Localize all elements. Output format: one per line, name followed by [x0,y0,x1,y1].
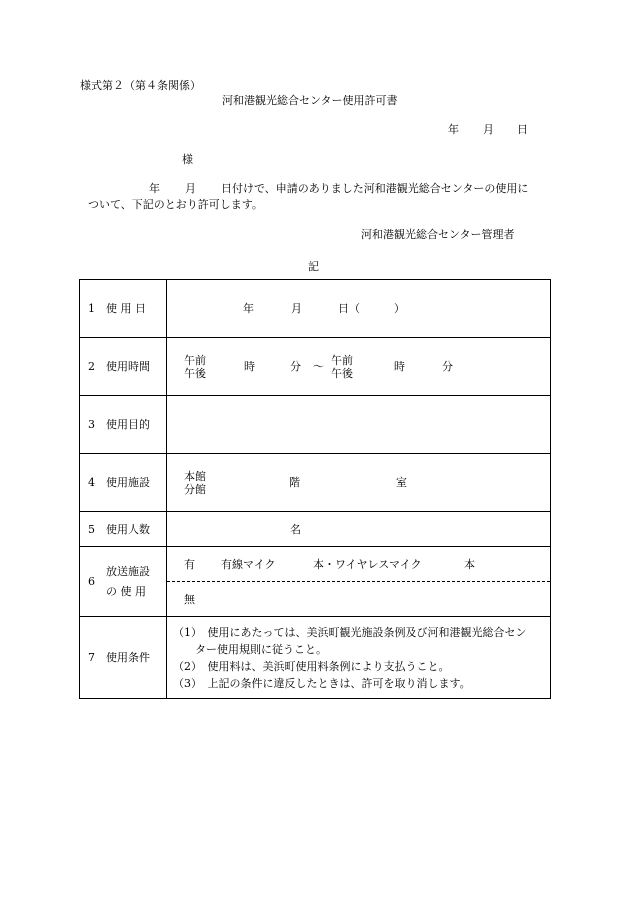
value-cell [167,396,551,454]
people-unit: 名 [290,523,301,536]
row-people [80,512,551,547]
broadcast-label-line2: の 使 用 [106,585,146,598]
start-ampm [184,354,206,380]
label-cell [80,396,167,454]
row-use-date [80,280,551,338]
condition-line: （2） 使用料は、美浜町使用料条例により支払うこと。 [173,660,450,673]
label-cell [80,617,167,699]
row-use-time [80,338,551,396]
condition-line: ター使用規則に従うこと。 [173,643,327,656]
body-line1: 日付けで、申請のありました河和港観光総合センターの使用に [221,182,529,195]
row-use-purpose [80,396,551,454]
floor-label: 階 [289,476,300,489]
condition-line: （3） 上記の条件に違反したときは、許可を取り消します。 [173,677,471,690]
use-date-day: 日（ [338,302,360,315]
row-broadcast [80,547,551,617]
permit-table [79,279,551,699]
use-date-close: ） [394,302,405,315]
label-cell [80,512,167,547]
label-cell [80,280,167,338]
value-cell [167,617,551,699]
broadcast-label [106,562,150,602]
label-cell [80,454,167,512]
conditions-list [173,624,527,692]
label-cell [80,547,167,617]
ki-heading: 記 [308,260,319,273]
date-year-label: 年 [448,123,459,136]
am-label: 午前 [184,354,206,367]
value-cell [167,547,551,617]
wireless-mic-label: 本・ワイヤレスマイク [313,558,422,571]
date-day-label: 日 [517,123,528,136]
end-minute: 分 [442,360,453,373]
start-hour: 時 [244,360,255,373]
value-cell [167,280,551,338]
use-date-month: 月 [291,302,302,315]
body-month: 月 [185,182,196,195]
dashed-divider [167,581,550,582]
addressee-suffix: 様 [182,153,193,166]
annex-label: 分館 [184,483,206,496]
room-label: 室 [396,476,407,489]
condition-line: （1） 使用にあたっては、美浜町観光施設条例及び河和港観光総合セン [173,626,527,639]
date-month-label: 月 [483,123,494,136]
row-conditions [80,617,551,699]
broadcast-label-line1: 放送施設 [106,565,150,578]
row-label: 5 使用人数 [88,523,150,536]
end-ampm [331,354,353,380]
end-hour: 時 [394,360,405,373]
pm-label: 午後 [331,367,353,380]
value-cell [167,338,551,396]
document-title: 河和港観光総合センター使用許可書 [222,94,398,107]
form-number: 様式第２（第４条関係） [80,79,201,92]
row-label: 4 使用施設 [88,476,150,489]
wireless-unit: 本 [464,558,475,571]
value-cell [167,512,551,547]
range-tilde: ～ [313,360,324,373]
issuer: 河和港観光総合センター管理者 [361,228,515,241]
main-building-label: 本館 [184,470,206,483]
row-label: 1 使 用 日 [88,302,146,315]
building-options [184,470,206,496]
wired-mic-label: 有線マイク [221,558,276,571]
row-label: 2 使用時間 [88,360,150,373]
label-cell [80,338,167,396]
am-label: 午前 [331,354,353,367]
body-line2: ついて、下記のとおり許可します。 [88,198,263,211]
use-date-year: 年 [243,302,254,315]
pm-label: 午後 [184,367,206,380]
row-facility [80,454,551,512]
row-label: 3 使用目的 [88,418,150,431]
broadcast-no: 無 [184,593,195,606]
start-minute: 分 [290,360,301,373]
body-year: 年 [149,182,160,195]
row-number: 6 [88,575,95,588]
row-label: 7 使用条件 [88,651,150,664]
value-cell [167,454,551,512]
broadcast-yes: 有 [184,558,195,571]
